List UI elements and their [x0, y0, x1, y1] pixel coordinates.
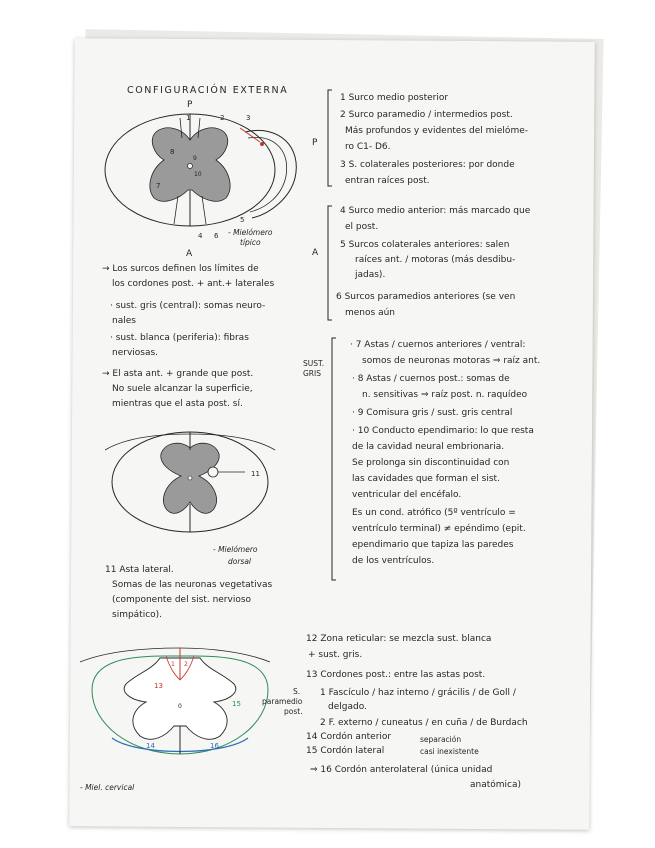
fig3-label-0: 0: [178, 703, 182, 710]
bottom-note-6: 2 F. externo / cuneatus / en cuña / de Burdach: [320, 718, 528, 728]
bottom-note-12: anatómica): [470, 780, 522, 790]
left-note-3: · sust. gris (central): somas neuro-: [110, 301, 266, 311]
bottom-note-3: 13 Cordones post.: entre las astas post.: [306, 670, 486, 680]
fig3-label-16: 16: [210, 742, 219, 750]
right-note-8: el post.: [345, 222, 379, 232]
left-note-5: · sust. blanca (periferia): fibras: [110, 333, 249, 343]
right-note-13: menos aún: [345, 308, 395, 318]
fig2-caption-2: dorsal: [228, 557, 252, 566]
right-note-12: 6 Surcos paramedios anteriores (se ven: [336, 292, 516, 302]
gris-note-4: n. sensitivas ⇒ raíz post. n. raquídeo: [362, 390, 528, 400]
fig1-label-6: 6: [214, 232, 219, 240]
bottom-note-4: 1 Fascículo / haz interno / grácilis / de Goll /: [320, 688, 516, 698]
asta-lateral-4: simpático).: [112, 610, 163, 620]
bracket-label-p: P: [312, 138, 318, 148]
asta-lateral-2: Somas de las neuronas vegetativas: [112, 580, 273, 590]
fig1-label-a: A: [186, 249, 193, 258]
right-note-3: Más profundos y evidentes del mielóme-: [345, 126, 528, 136]
fig3-label-14: 14: [146, 742, 155, 750]
right-note-5: 3 S. colaterales posteriores: por donde: [340, 160, 515, 170]
left-note-1: → Los surcos definen los límites de: [102, 264, 259, 274]
asta-lateral-1: 11 Asta lateral.: [105, 565, 174, 575]
gris-note-14: de los ventrículos.: [352, 556, 435, 566]
gris-note-5: · 9 Comisura gris / sust. gris central: [352, 408, 513, 418]
gris-note-7: de la cavidad neural embrionaria.: [352, 442, 505, 452]
figure-mielomero-cervical: [70, 640, 290, 770]
right-note-6: entran raíces post.: [345, 176, 430, 186]
gris-note-10: ventricular del encéfalo.: [352, 490, 462, 500]
left-note-8: No suele alcanzar la superficie,: [112, 384, 253, 394]
right-note-9: 5 Surcos colaterales anteriores: salen: [340, 240, 510, 250]
fig1-label-9: 9: [193, 155, 197, 162]
fig3-caption: - Miel. cervical: [80, 783, 135, 792]
fig3-label-15: 15: [232, 700, 241, 708]
fig1-caption-1: - Mielómero: [228, 228, 273, 237]
bottom-note-7: 14 Cordón anterior: [306, 732, 392, 742]
sust-gris-label-1: SUST.: [303, 359, 325, 368]
bottom-note-1: 12 Zona reticular: se mezcla sust. blanca: [306, 634, 492, 644]
gris-note-1: · 7 Astas / cuernos anteriores / ventral:: [350, 340, 526, 350]
fig3-label-2: 2: [184, 661, 188, 668]
bottom-note-11: ⇒ 16 Cordón anterolateral (única unidad: [310, 765, 493, 775]
bottom-note-9: separación: [420, 735, 462, 744]
gris-note-13: ependimario que tapiza las paredes: [352, 540, 514, 550]
gris-note-8: Se prolonga sin discontinuidad con: [352, 458, 510, 468]
fig2-label-11: 11: [251, 470, 260, 478]
right-note-4: ro C1- D6.: [345, 142, 391, 152]
right-note-1: 1 Surco medio posterior: [340, 93, 449, 103]
bottom-note-2: + sust. gris.: [308, 650, 363, 660]
asta-lateral-3: (componente del sist. nervioso: [112, 595, 252, 605]
paramedio-label-2: paramedio: [262, 697, 303, 706]
left-note-2: los cordones post. + ant.+ laterales: [112, 279, 275, 289]
gris-note-12: ventrículo terminal) ≠ epéndimo (epit.: [352, 524, 526, 534]
gris-note-9: las cavidades que forman el sist.: [352, 474, 500, 484]
gris-note-6: · 10 Conducto ependimario: lo que resta: [352, 426, 534, 436]
fig1-label-1: 1: [186, 114, 191, 122]
fig1-label-8: 8: [170, 148, 175, 156]
figure-mielomero-dorsal: [95, 420, 295, 560]
page-title: CONFIGURACIÓN EXTERNA: [127, 85, 289, 96]
fig1-caption-2: típico: [240, 238, 261, 247]
fig1-label-7: 7: [156, 182, 161, 190]
left-note-7: → El asta ant. + grande que post.: [102, 369, 254, 379]
gris-note-11: Es un cond. atrófico (5º ventrículo =: [352, 508, 516, 518]
fig2-caption-1: - Mielómero: [213, 545, 258, 554]
gris-note-2: somos de neuronas motoras ⇒ raíz ant.: [362, 356, 541, 366]
fig1-label-2: 2: [220, 114, 225, 122]
sust-gris-label-2: GRIS: [303, 369, 321, 378]
gris-note-3: · 8 Astas / cuernos post.: somas de: [352, 374, 510, 384]
left-note-6: nerviosas.: [112, 348, 159, 358]
right-note-2: 2 Surco paramedio / intermedios post.: [340, 110, 513, 120]
bracket-label-a: A: [312, 248, 319, 258]
bottom-note-5: delgado.: [328, 702, 367, 712]
fig3-label-13: 13: [154, 682, 163, 690]
fig1-label-10: 10: [194, 171, 202, 178]
fig1-label-4: 4: [198, 232, 203, 240]
right-note-11: jadas).: [355, 270, 386, 280]
bottom-note-8: 15 Cordón lateral: [306, 746, 385, 756]
fig3-label-1: 1: [171, 661, 175, 668]
figure-mielomero-tipico: [90, 98, 350, 258]
right-note-10: raíces ant. / motoras (más desdibu-: [355, 255, 516, 265]
fig1-label-5: 5: [240, 216, 245, 224]
left-note-9: mientras que el asta post. sí.: [112, 399, 243, 409]
right-note-7: 4 Surco medio anterior: más marcado que: [340, 206, 531, 216]
bottom-note-10: casi inexistente: [420, 747, 479, 756]
paramedio-label-1: S.: [293, 687, 301, 696]
fig1-label-p: P: [187, 100, 193, 110]
paramedio-label-3: post.: [284, 707, 303, 716]
fig1-label-3: 3: [246, 114, 251, 122]
left-note-4: nales: [112, 316, 136, 326]
